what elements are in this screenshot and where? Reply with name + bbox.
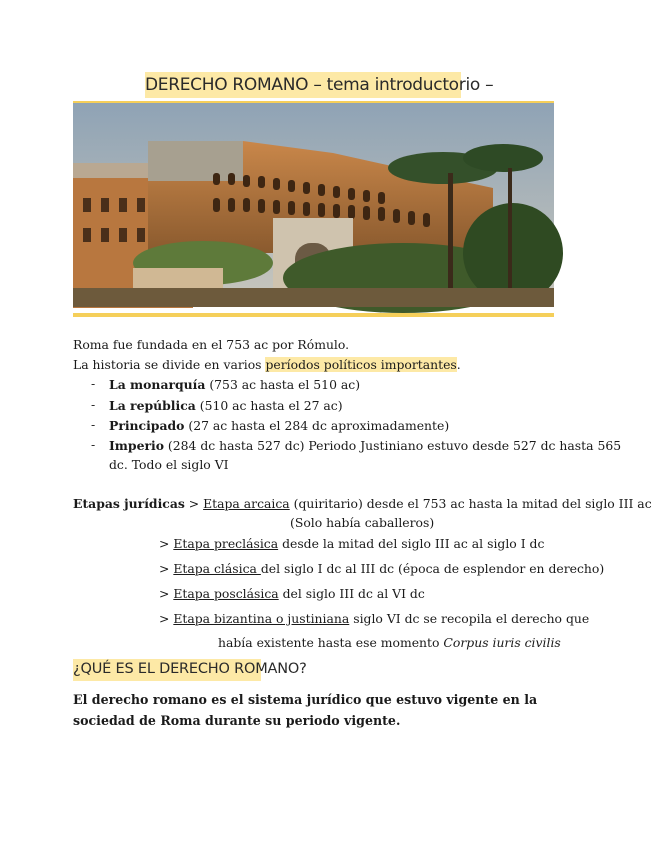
stage-item: > Etapa posclásica del siglo III dc al VI dc	[159, 586, 425, 601]
section-heading: ¿QUÉ ES EL DERECHO ROMANO?	[73, 661, 307, 677]
period-item-continuation: dc. Todo el siglo VI	[109, 457, 229, 472]
title-highlight	[145, 72, 494, 98]
intro-line-periods: La historia se divide en varios períodos políticos importantes.	[73, 357, 461, 372]
period-item: Imperio (284 dc hasta 527 dc) Periodo Justiniano estuvo desde 527 dc hasta 565	[109, 438, 622, 453]
colosseum-photo	[73, 101, 554, 317]
colosseum-illustration	[73, 103, 554, 307]
bullet-dash: -	[91, 417, 96, 432]
period-item: La monarquía (753 ac hasta el 510 ac)	[109, 377, 361, 392]
period-item: Principado (27 ac hasta el 284 dc aproximadamente)	[109, 418, 450, 433]
definition-paragraph: El derecho romano es el sistema jurídico que estuvo vigente en la sociedad de Roma durante su periodo vigente.	[73, 692, 538, 728]
period-item: La república (510 ac hasta el 27 ac)	[109, 398, 343, 413]
stage-continuation: había existente hasta ese momento Corpus iuris civilis	[218, 635, 561, 650]
bullet-dash: -	[91, 397, 96, 412]
stage-item: > Etapa clásica del siglo I dc al III dc (época de esplendor en derecho)	[159, 561, 605, 576]
intro-line-founding: Roma fue fundada en el 753 ac por Rómulo.	[73, 337, 350, 352]
bullet-dash: -	[91, 437, 96, 452]
stage-item: Etapas jurídicas > Etapa arcaica (quiritario) desde el 753 ac hasta la mitad del siglo III ac	[73, 496, 652, 511]
page-title: DERECHO ROMANO – tema introductorio –	[145, 75, 494, 95]
stage-note: (Solo había caballeros)	[290, 515, 435, 530]
stage-item: > Etapa bizantina o justiniana siglo VI dc se recopila el derecho que	[159, 611, 590, 626]
stage-item: > Etapa preclásica desde la mitad del siglo III ac al siglo I dc	[159, 536, 545, 551]
bullet-dash: -	[91, 376, 96, 391]
highlight-periods: períodos políticos importantes	[265, 357, 457, 372]
